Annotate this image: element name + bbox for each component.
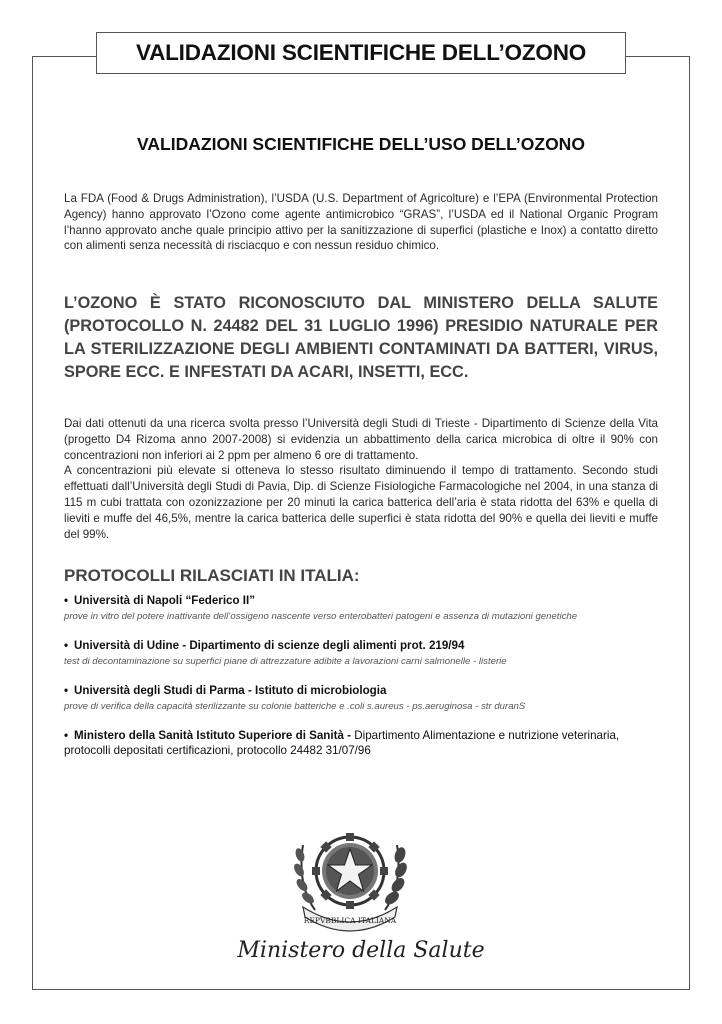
research-paragraph-pavia: A concentrazioni più elevate si otteneva lo stesso risultato diminuendo il tempo di trattamento. Secondo studi effettuati dall’Università degli Studi di Pavia, Dip. di Scienze Fisiologiche Farmacologiche nel 2004, in una stanza di 115 m cubi trattata con ozonizzazione per 20 minuti la carica batterica dell’aria è stata ridotta del 63% e quella di lieviti e muffe del 46,5%, mentre la carica batterica delle superfici è stata ridotta del 90% e quella dei lieviti e muffe del 99%. (64, 464, 658, 541)
protocol-item (64, 728, 664, 758)
page-title: VALIDAZIONI SCIENTIFICHE DELL’OZONO (96, 32, 626, 74)
protocol-title: Università di Napoli “Federico II” (74, 594, 256, 607)
research-paragraph (64, 416, 658, 542)
protocol-detail: protocolli depositati certificazioni, protocollo 24482 31/07/96 (64, 744, 371, 757)
protocol-title: Università di Udine - Dipartimento di scienze degli alimenti prot. 219/94 (74, 639, 465, 652)
protocol-detail: prove in vitro del potere inattivante dell’ossigeno nascente verso enterobatteri patogeni e assenza di mutazioni genetiche (64, 611, 578, 622)
protocol-detail: prove di verifica della capacità sterilizzante su colonie batteriche e .coli s.aureus - ps.aeruginosa - str duranS (64, 701, 526, 712)
protocols-heading: PROTOCOLLI RILASCIATI IN ITALIA: (64, 566, 360, 585)
protocol-title: Ministero della Sanità Istituto Superiore di Sanità - (74, 729, 352, 742)
bullet-icon: • (64, 729, 69, 742)
emblem-ribbon-text: REPVBBLICA ITALIANA (303, 916, 397, 925)
ministry-statement: L’OZONO È STATO RICONOSCIUTO DAL MINISTERO DELLA SALUTE (PROTOCOLLO N. 24482 DEL 31 LUGLIO 1996) PRESIDIO NATURALE PER LA STERILIZZAZIONE DEGLI AMBIENTI CONTAMINATI DA BATTERI, VIRUS, SPORE ECC. E INFESTATI DA ACARI, INSETTI, ECC. (64, 294, 658, 381)
protocol-title: Università degli Studi di Parma - Istituto di microbiologia (74, 684, 387, 697)
research-paragraph-trieste: Dai dati ottenuti da una ricerca svolta presso l’Università degli Studi di Trieste - Dipartimento di Scienze della Vita (progetto D4 Rizoma anno 2007-2008) si evidenzia un abbattimento della carica microbica di oltre il 90% con concentrazioni non inferiori ai 2 ppm per almeno 6 ore di trattamento. (64, 417, 658, 462)
section-subtitle: VALIDAZIONI SCIENTIFICHE DELL’USO DELL’OZONO (137, 134, 585, 154)
protocol-title-extra: Dipartimento Alimentazione e nutrizione veterinaria, (354, 729, 620, 742)
protocol-detail: test di decontaminazione su superfici piane di attrezzature adibite a lavorazioni carni salmonelle - listerie (64, 656, 507, 667)
intro-paragraph (64, 191, 658, 254)
ministry-signature: Ministero della Salute (237, 938, 485, 963)
protocol-item (64, 683, 664, 713)
bullet-icon: • (64, 684, 69, 697)
repubblica-italiana-emblem-icon (285, 815, 415, 933)
protocol-item (64, 638, 664, 668)
bullet-icon: • (64, 594, 69, 607)
intro-paragraph-text: La FDA (Food & Drugs Administration), l’USDA (U.S. Department of Agricolture) e l’EPA (Environmental Protection Agency) hanno approvato l’Ozono come agente antimicrobico “GRAS”, l’USDA ed il National Organic Program l’hanno approvato anche quale principio attivo per la sanitizzazione di superfici (plastiche e Inox) a contatto diretto con alimenti senza necessità di risciacquo e con nessun residuo chimico. (64, 192, 658, 253)
bullet-icon: • (64, 639, 69, 652)
protocol-item (64, 593, 664, 623)
